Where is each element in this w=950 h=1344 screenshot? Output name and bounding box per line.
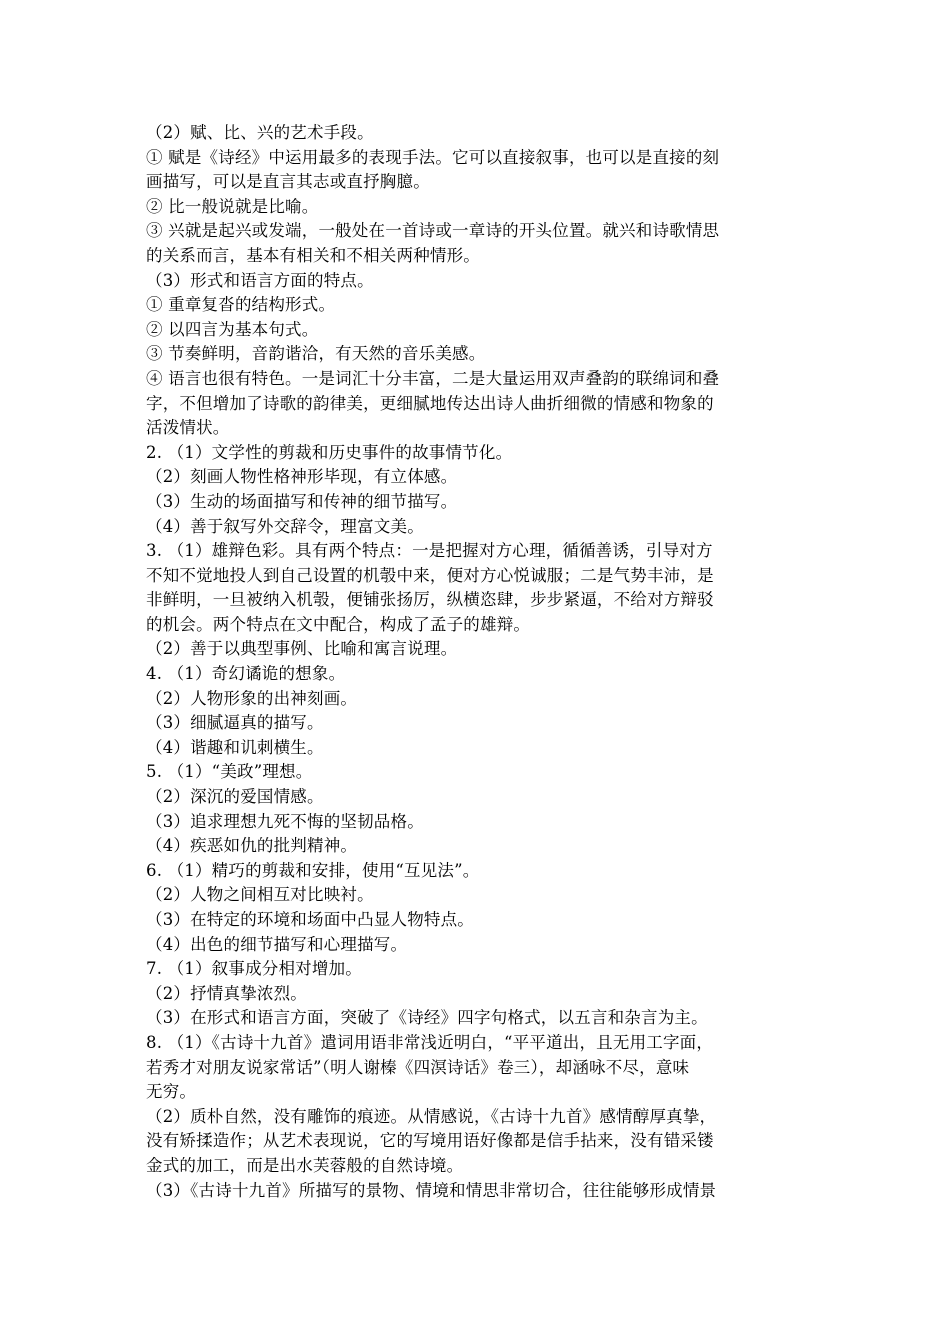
text-line: （3）在特定的环境和场面中凸显人物特点。	[146, 910, 474, 929]
text-line: 若秀才对朋友说家常话”（明人谢榛《四溟诗话》卷三），却涵咏不尽，意味	[146, 1057, 690, 1077]
text-line: （4）谐趣和讥刺横生。	[146, 737, 324, 757]
text-line: ④ 语言也很有特色。一是词汇十分丰富，二是大量运用双声叠韵的联绵词和叠	[146, 368, 720, 388]
text-line: （2）深沉的爱国情感。	[146, 787, 324, 807]
text-line: （3）《古诗十九首》所描写的景物、情境和情思非常切合，往往能够形成情景	[146, 1180, 717, 1200]
text-line: （4）出色的细节描写和心理描写。	[146, 934, 408, 954]
text-line: 的关系而言，基本有相关和不相关两种情形。	[146, 245, 480, 265]
text-line: 无穷。	[146, 1082, 197, 1102]
text-line: （4）善于叙写外交辞令，理富文美。	[146, 516, 424, 536]
text-line: ① 重章复沓的结构形式。	[146, 295, 336, 315]
text-line: （3）生动的场面描写和传神的细节描写。	[146, 491, 458, 511]
text-line: 2. （1）文学性的剪裁和历史事件的故事情节化。	[146, 442, 513, 462]
text-line: （2）抒情真挚浓烈。	[146, 983, 307, 1003]
document-body	[146, 121, 806, 1203]
text-line: ③ 兴就是起兴或发端，一般处在一首诗或一章诗的开头位置。就兴和诗歌情思	[146, 221, 720, 241]
text-line: （2）人物之间相互对比映衬。	[146, 885, 374, 905]
text-line: （2）刻画人物性格神形毕现，有立体感。	[146, 467, 458, 487]
text-line: （2）善于以典型事例、比喻和寓言说理。	[146, 639, 458, 659]
text-line: （2）赋、比、兴的艺术手段。	[146, 123, 374, 142]
text-line: 7. （1）叙事成分相对增加。	[146, 959, 362, 979]
text-line: 8. （1）《古诗十九首》遣词用语非常浅近明白，“平平道出，且无用工字面，	[146, 1032, 714, 1052]
text-line: ② 以四言为基本句式。	[146, 319, 319, 339]
text-line: （3）细腻逼真的描写。	[146, 713, 324, 733]
text-line: 6. （1）精巧的剪裁和安排，使用“互见法”。	[146, 860, 480, 880]
text-line: 活泼情状。	[146, 418, 230, 438]
text-line: 非鲜明，一旦被纳入机彀，便铺张扬厉，纵横恣肆，步步紧逼，不给对方辩驳	[146, 590, 714, 610]
text-line: （2）人物形象的出神刻画。	[146, 688, 358, 708]
text-line: （2）质朴自然，没有雕饰的痕迹。从情感说，《古诗十九首》感情醇厚真挚，	[146, 1106, 717, 1126]
text-line: 画描写，可以是直言其志或直抒胸臆。	[146, 172, 430, 192]
text-line: （3）形式和语言方面的特点。	[146, 270, 374, 290]
text-line: （4）疾恶如仇的批判精神。	[146, 836, 358, 856]
text-line: 没有矫揉造作；从艺术表现说，它的写境用语好像都是信手拈来，没有错采镂	[146, 1131, 714, 1151]
text-line: 不知不觉地投人到自己设置的机彀中来，便对方心悦诚服；二是气势丰沛，是	[146, 565, 714, 585]
text-line: 5. （1）“美政”理想。	[146, 762, 313, 782]
text-line: （3）在形式和语言方面，突破了《诗经》四字句格式，以五言和杂言为主。	[146, 1008, 708, 1028]
text-line: ① 赋是《诗经》中运用最多的表现手法。它可以直接叙事，也可以是直接的刻	[146, 147, 720, 167]
text-line: 4. （1）奇幻谲诡的想象。	[146, 664, 346, 684]
text-line: 金式的加工，而是出水芙蓉般的自然诗境。	[146, 1155, 464, 1175]
text-line: 的机会。两个特点在文中配合，构成了孟子的雄辩。	[146, 614, 531, 634]
text-line: 字，不但增加了诗歌的韵律美，更细腻地传达出诗人曲折细微的情感和物象的	[146, 393, 714, 413]
text-line: ③ 节奏鲜明，音韵谐洽，有天然的音乐美感。	[146, 344, 486, 364]
text-line: 3. （1）雄辩色彩。具有两个特点：一是把握对方心理，循循善诱，引导对方	[146, 541, 713, 561]
text-line: ② 比一般说就是比喻。	[146, 196, 319, 216]
text-line: （3）追求理想九死不悔的坚韧品格。	[146, 811, 424, 831]
